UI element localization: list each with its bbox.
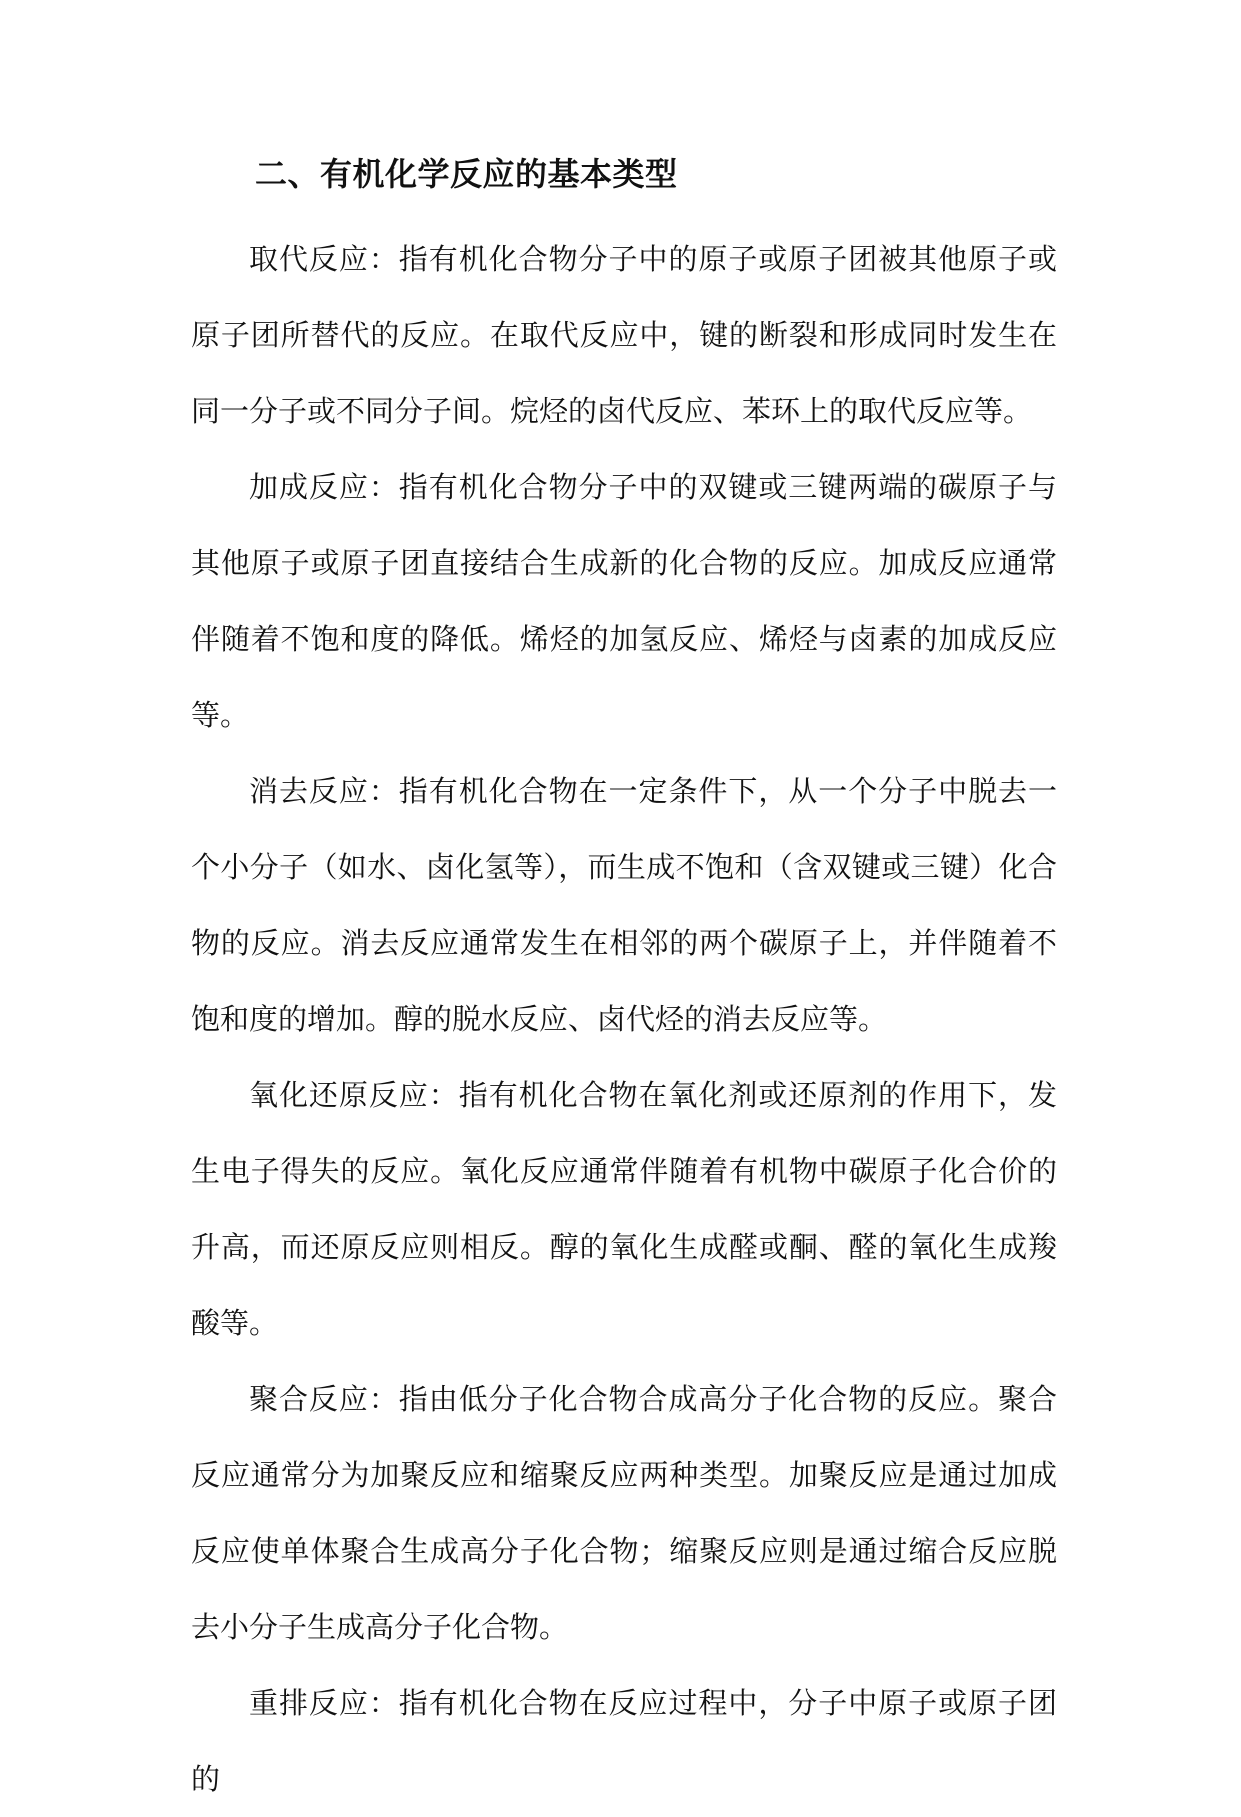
paragraph-elimination-reaction: 消去反应：指有机化合物在一定条件下，从一个分子中脱去一个小分子（如水、卤化氢等），而生成不饱和（含双键或三键）化合物的反应。消去反应通常发生在相邻的两个碳原子上，并伴随着不饱和度的增加。醇的脱水反应、卤代烃的消去反应等。 [191, 774, 1057, 1036]
paragraph-redox-reaction: 氧化还原反应：指有机化合物在氧化剂或还原剂的作用下，发生电子得失的反应。氧化反应通常伴随着有机物中碳原子化合价的升高，而还原反应则相反。醇的氧化生成醛或酮、醛的氧化生成羧酸等。 [191, 1078, 1057, 1340]
section-heading: 二、有机化学反应的基本类型 [255, 155, 678, 193]
paragraph-addition-reaction: 加成反应：指有机化合物分子中的双键或三键两端的碳原子与其他原子或原子团直接结合生成新的化合物的反应。加成反应通常伴随着不饱和度的降低。烯烃的加氢反应、烯烃与卤素的加成反应等。 [191, 470, 1057, 732]
paragraph-rearrangement-reaction: 重排反应：指有机化合物在反应过程中，分子中原子或原子团的 [191, 1686, 1057, 1796]
document-body [191, 221, 1057, 1817]
paragraph-polymerization-reaction: 聚合反应：指由低分子化合物合成高分子化合物的反应。聚合反应通常分为加聚反应和缩聚反应两种类型。加聚反应是通过加成反应使单体聚合生成高分子化合物；缩聚反应则是通过缩合反应脱去小分子生成高分子化合物。 [191, 1382, 1057, 1644]
paragraph-substitution-reaction: 取代反应：指有机化合物分子中的原子或原子团被其他原子或原子团所替代的反应。在取代反应中，键的断裂和形成同时发生在同一分子或不同分子间。烷烃的卤代反应、苯环上的取代反应等。 [191, 242, 1057, 428]
